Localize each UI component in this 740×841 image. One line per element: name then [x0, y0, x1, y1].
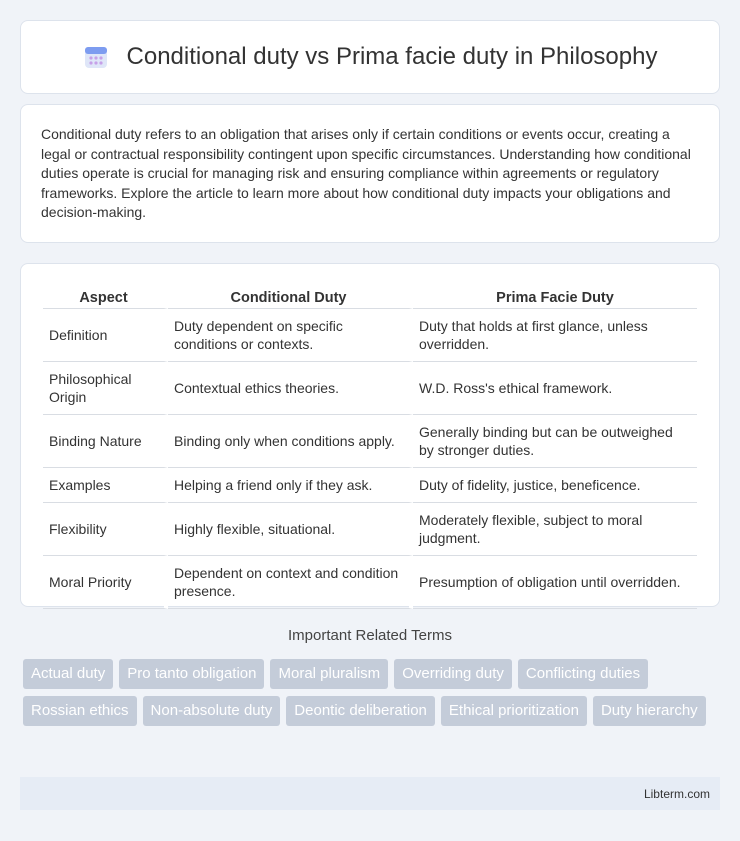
- tag-actual-duty[interactable]: Actual duty: [23, 659, 113, 689]
- tag-conflicting-duties[interactable]: Conflicting duties: [518, 659, 648, 689]
- comparison-table: [43, 284, 697, 609]
- row-conditional: Helping a friend only if they ask.: [168, 468, 413, 503]
- footer: [20, 777, 720, 810]
- row-conditional: Dependent on context and condition presence.: [168, 556, 413, 609]
- header-prima-facie-duty: Prima Facie Duty: [413, 284, 697, 309]
- intro-card: [20, 104, 720, 243]
- row-aspect: Examples: [43, 468, 168, 503]
- row-aspect: Definition: [43, 309, 168, 362]
- table-row: [43, 362, 697, 415]
- tag-deontic-deliberation[interactable]: Deontic deliberation: [286, 696, 435, 726]
- row-conditional: Binding only when conditions apply.: [168, 415, 413, 468]
- row-conditional: Duty dependent on specific conditions or contexts.: [168, 309, 413, 362]
- tag-pro-tanto-obligation[interactable]: Pro tanto obligation: [119, 659, 264, 689]
- row-prima-facie: Moderately flexible, subject to moral judgment.: [413, 503, 697, 556]
- page-title: Conditional duty vs Prima facie duty in Philosophy: [126, 43, 658, 70]
- row-prima-facie: Generally binding but can be outweighed by stronger duties.: [413, 415, 697, 468]
- tag-rossian-ethics[interactable]: Rossian ethics: [23, 696, 137, 726]
- table-row: [43, 415, 697, 468]
- related-terms-list: [23, 659, 723, 726]
- header-card: [20, 20, 720, 94]
- tag-moral-pluralism[interactable]: Moral pluralism: [270, 659, 388, 689]
- row-prima-facie: Duty of fidelity, justice, beneficence.: [413, 468, 697, 503]
- header-aspect: Aspect: [43, 284, 168, 309]
- header: [83, 43, 658, 71]
- calendar-icon: [83, 44, 109, 70]
- table-row: [43, 309, 697, 362]
- table-row: [43, 503, 697, 556]
- row-aspect: Philosophical Origin: [43, 362, 168, 415]
- row-aspect: Binding Nature: [43, 415, 168, 468]
- tag-non-absolute-duty[interactable]: Non-absolute duty: [143, 696, 281, 726]
- row-prima-facie: W.D. Ross's ethical framework.: [413, 362, 697, 415]
- table-header-row: [43, 284, 697, 309]
- row-prima-facie: Presumption of obligation until overridden.: [413, 556, 697, 609]
- row-aspect: Flexibility: [43, 503, 168, 556]
- row-prima-facie: Duty that holds at first glance, unless overridden.: [413, 309, 697, 362]
- table-row: [43, 556, 697, 609]
- intro-text: Conditional duty refers to an obligation that arises only if certain conditions or events occur, creating a legal or contractual responsibility contingent upon specific circumstances. Understanding how conditional duties operate is crucial for managing risk and ensuring compliance within agreements or regulatory frameworks. Explore the article to learn more about how conditional duty impacts your obligations and decision-making.: [41, 126, 691, 220]
- related-terms-title: Important Related Terms: [288, 627, 452, 644]
- table-row: [43, 468, 697, 503]
- row-conditional: Highly flexible, situational.: [168, 503, 413, 556]
- row-aspect: Moral Priority: [43, 556, 168, 609]
- tag-overriding-duty[interactable]: Overriding duty: [394, 659, 512, 689]
- header-conditional-duty: Conditional Duty: [168, 284, 413, 309]
- tag-ethical-prioritization[interactable]: Ethical prioritization: [441, 696, 587, 726]
- footer-link[interactable]: Libterm.com: [643, 786, 710, 801]
- row-conditional: Contextual ethics theories.: [168, 362, 413, 415]
- comparison-card: [20, 263, 720, 607]
- tag-duty-hierarchy[interactable]: Duty hierarchy: [593, 696, 706, 726]
